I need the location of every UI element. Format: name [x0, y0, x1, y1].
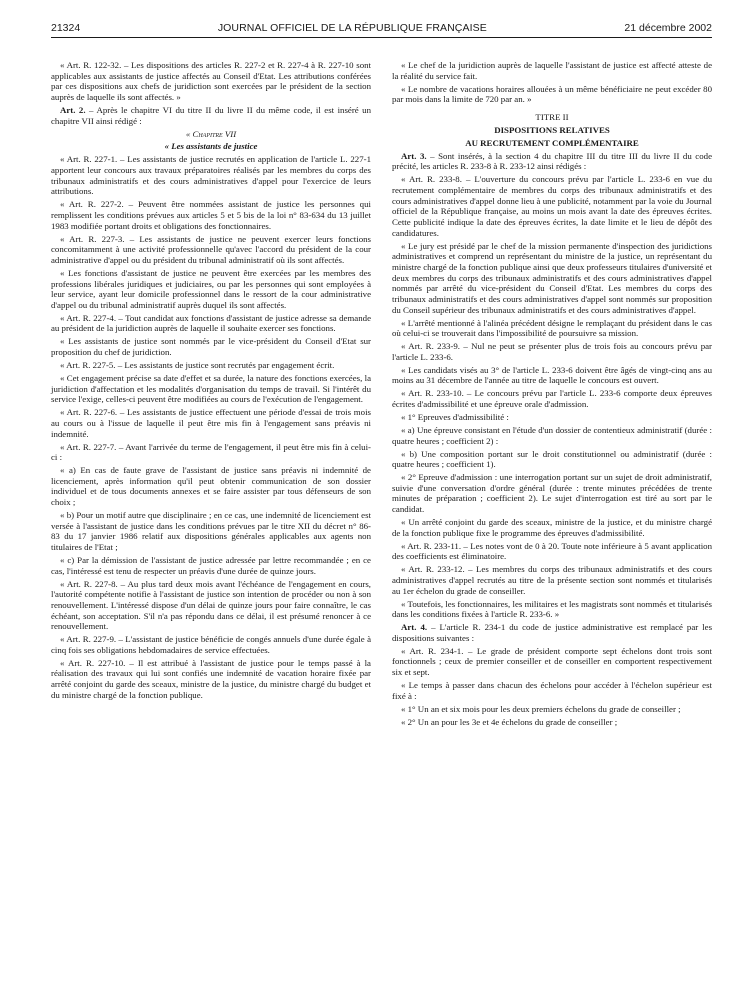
paragraph: « Art. R. 233-10. – Le concours prévu par l'article L. 233-6 comporte deux épreuves écrites d'admissibilité et une épreuve orale d'admission.	[392, 388, 712, 409]
article-label: Art. 4.	[401, 622, 428, 633]
paragraph: « a) En cas de faute grave de l'assistant de justice sans préavis ni indemnité de licenciement, après information qu'il peut obtenir communication de son dossier individuel et de tous documents annexes et se faire assister par tous défenseurs de son choix ;	[51, 465, 371, 508]
paragraph: « Art. R. 233-9. – Nul ne peut se présenter plus de trois fois au concours prévu par l'article L. 233-6.	[392, 341, 712, 362]
paragraph: « Art. R. 233-12. – Les membres du corps des tribunaux administratifs et des cours administratives d'appel recrutés au titre de la présente section sont nommés et titularisés au 1er échelon du grade de conseiller.	[392, 564, 712, 596]
paragraph: « Art. R. 227-9. – L'assistant de justice bénéficie de congés annuels d'une durée égale à cinq fois ses obligations hebdomadaires de service effectuées.	[51, 634, 371, 655]
paragraph: « Art. R. 227-5. – Les assistants de justice sont recrutés par engagement écrit.	[60, 360, 335, 371]
paragraph: « Art. R. 227-2. – Peuvent être nommées assistant de justice les personnes qui remplissent les conditions prévues aux articles 5 et 5 bis de la loi n° 83-634 du 13 juillet 1983 modifiée portant droits et obligations des fonctionnaires.	[51, 199, 371, 231]
paragraph: « Art. R. 227-8. – Au plus tard deux mois avant l'échéance de l'engagement en cours, l'autorité compétente notifie à l'assistant de justice son intention de procéder ou non à son renouvellement. L'intéressé dispose d'un délai de quinze jours pour faire connaître, le cas échéant, son acceptation. S'il n'a pas répondu dans ce délai, il est présumé renoncer à ce renouvellement.	[51, 578, 371, 632]
paragraph: « Les fonctions d'assistant de justice ne peuvent être exercées par les membres des professions libérales juridiques et judiciaires, ou par les personnes qui sont employées à leur service, ayant leur domicile professionnel dans le ressort de la cour administrative d'appel ou du tribunal administratif auprès duquel ils sont affectés.	[51, 267, 371, 310]
paragraph: « Le nombre de vacations horaires allouées à un même bénéficiaire ne peut excéder 80 par mois dans la limite de 720 par an. »	[392, 83, 712, 105]
paragraph: « 1° Epreuves d'admissibilité :	[401, 411, 509, 422]
paragraph: « Art. R. 227-7. – Avant l'arrivée du terme de l'engagement, il peut être mis fin à celui-ci :	[51, 441, 371, 463]
page-number: 21324	[51, 22, 81, 34]
article-label: Art. 3.	[401, 150, 427, 161]
paragraph: « a) Une épreuve consistant en l'étude d'un dossier de contentieux administratif (durée : quatre heures ; coefficient 2) :	[392, 424, 712, 446]
article-3: Art. 3. – Sont insérés, à la section 4 du chapitre III du titre III du livre II du code précité, les articles R. 233-8 à R. 233-12 ainsi rédigés :	[392, 150, 713, 172]
paragraph: « c) Par la démission de l'assistant de justice adressée par lettre recommandée ; en ce cas, l'intéressé est tenu de respecter un préavis d'une durée de quinze jours.	[51, 554, 371, 576]
paragraph: « Les candidats visés au 3° de l'article L. 233-6 doivent être âgés de vingt-cinq ans au moins au 31 décembre de l'année au titre de laquelle le concours est ouvert.	[392, 364, 712, 386]
columns	[51, 60, 712, 730]
paragraph: « Le temps à passer dans chacun des échelons pour accéder à l'échelon supérieur est fixé à :	[392, 680, 712, 701]
paragraph: « Le chef de la juridiction auprès de laquelle l'assistant de justice est affecté atteste de la réalité du service fait.	[392, 60, 712, 81]
article-label: Art. 2.	[60, 104, 86, 115]
paragraph: « Art. R. 234-1. – Le grade de président comporte sept échelons dont trois sont fonctionnels ; ceux de premier conseiller et de conseiller en comportent respectivement six et sept.	[392, 645, 712, 678]
page-header	[51, 22, 712, 38]
paragraph: « 2° Epreuve d'admission : une interrogation portant sur un sujet de droit administratif, suivie d'une conversation d'ordre général (durée : trente minutes précédées de trente minutes de préparation ; coefficient 2). Le sujet d'interrogation est tiré au sort par le candidat.	[392, 472, 712, 515]
paragraph: « Art. R. 227-10. – Il est attribué à l'assistant de justice pour le temps passé à la réalisation des travaux qui lui sont confiés une indemnité de vacation horaire fixée par arrêté conjoint du garde des sceaux, ministre de la justice, du ministre chargé du budget et du ministre chargé de la fonction publique.	[51, 657, 371, 700]
chapter-title: « Les assistants de justice	[164, 141, 258, 152]
paragraph: « Art. R. 233-8. – L'ouverture du concours prévu par l'article L. 233-6 en vue du recrutement complémentaire de membres du corps des tribunaux administratifs et des cours administratives d'appel donne lieu à une publicité, notamment par la voie du Journal officiel de la République française, au moins un mois avant la date des épreuves écrites. Cette publicité indique la date des épreuves écrites, la date limite et le lieu de dépôt des candidatures.	[392, 174, 712, 238]
paragraph: « Le jury est présidé par le chef de la mission permanente d'inspection des juridictions administratives et comprend un représentant du ministre de la justice, un représentant du ministre chargé de la fonction publique ainsi que deux professeurs titulaires d'université et deux membres du corps des tribunaux administratifs et des cours administratives d'appel nommés par arrêté du vice-président du Conseil d'Etat. Les membres du corps des tribunaux administratifs et des cours administratives d'appel sont nommés sur proposition du Conseil supérieur des tribunaux administratifs et des cours administratives d'appel.	[392, 240, 712, 315]
left-column	[51, 60, 371, 730]
paragraph: « Les assistants de justice sont nommés par le vice-président du Conseil d'Etat sur proposition du chef de juridiction.	[51, 336, 371, 358]
issue-date: 21 décembre 2002	[624, 22, 712, 34]
paragraph: « b) Une composition portant sur le droit constitutionnel ou administratif (durée : quatre heures ; coefficient 1).	[392, 448, 712, 470]
title-heading: TITRE II	[535, 111, 569, 122]
title-subheading: DISPOSITIONS RELATIVES	[494, 124, 610, 135]
paragraph: « Un arrêté conjoint du garde des sceaux, ministre de la justice, et du ministre chargé de la fonction publique fixe le programme des épreuves d'admissibilité.	[392, 517, 712, 538]
paragraph: « Art. R. 227-4. – Tout candidat aux fonctions d'assistant de justice adresse sa demande au président de la juridiction auprès de laquelle il souhaite exercer ses fonctions.	[51, 312, 371, 334]
paragraph: « L'arrêté mentionné à l'alinéa précédent désigne le remplaçant du président dans le cas où celui-ci se trouverait dans l'impossibilité de poursuivre sa mission.	[392, 317, 712, 339]
paragraph: « Toutefois, les fonctionnaires, les militaires et les magistrats sont nommés et titularisés dans les conditions fixées à l'article R. 233-6. »	[392, 598, 712, 620]
paragraph: « Art. R. 227-3. – Les assistants de justice ne peuvent exercer leurs fonctions concomitamment à une activité professionnelle qu'avec l'accord du président de la cour administrative d'appel ou du président du tribunal administratif où ils sont affectés.	[51, 233, 371, 265]
title-subheading: AU RECRUTEMENT COMPLÉMENTAIRE	[465, 137, 639, 148]
paragraph: « 1° Un an et six mois pour les deux premiers échelons du grade de conseiller ;	[401, 703, 681, 714]
paragraph: « 2° Un an pour les 3e et 4e échelons du grade de conseiller ;	[401, 716, 618, 727]
right-column	[392, 60, 712, 730]
paragraph: « Cet engagement précise sa date d'effet et sa durée, la nature des fonctions exercées, la juridiction d'affectation et les modalités d'organisation du temps de travail. Si l'intérêt du service l'exige, celles-ci peuvent être modifiées au cours de l'exécution de l'engagement.	[51, 372, 371, 405]
paragraph: « Art. R. 233-11. – Les notes vont de 0 à 20. Toute note inférieure à 5 avant application des coefficients est éliminatoire.	[392, 540, 712, 562]
paragraph: « Art. R. 122-32. – Les dispositions des articles R. 227-2 et R. 227-4 à R. 227-10 sont applicables aux assistants de justice affectés au Conseil d'Etat. Les attributions conférées par ces dispositions aux chefs de juridiction sont exercées par le président de la section auprès de laquelle ils sont affectés. »	[51, 60, 371, 102]
paragraph: « Art. R. 227-6. – Les assistants de justice effectuent une période d'essai de trois mois au cours ou à l'issue de laquelle il peut être mis fin à l'engagement sans préavis ni indemnité.	[51, 407, 371, 439]
chapter-heading: « Chapitre VII	[185, 128, 237, 139]
article-4: Art. 4. – L'article R. 234-1 du code de justice administrative est remplacé par les dispositions suivantes :	[392, 622, 713, 643]
paragraph: « Art. R. 227-1. – Les assistants de justice recrutés en application de l'article L. 227-1 apportent leur concours aux travaux préparatoires réalisés par les membres du corps des tribunaux administratifs et des cours administratives d'appel pour l'exercice de leurs attributions.	[51, 154, 371, 197]
journal-title: JOURNAL OFFICIEL DE LA RÉPUBLIQUE FRANÇAISE	[217, 22, 487, 34]
paragraph: « b) Pour un motif autre que disciplinaire ; en ce cas, une indemnité de licenciement est versée à l'assistant de justice dans les conditions prévues par le titre XII du décret n° 86-83 du 17 janvier 1986 relatif aux dispositions générales applicables aux agents non titulaires de l'Etat ;	[51, 510, 371, 553]
article-2: Art. 2. – Après le chapitre VI du titre II du livre II du même code, il est inséré un chapitre VII ainsi rédigé :	[51, 104, 372, 126]
